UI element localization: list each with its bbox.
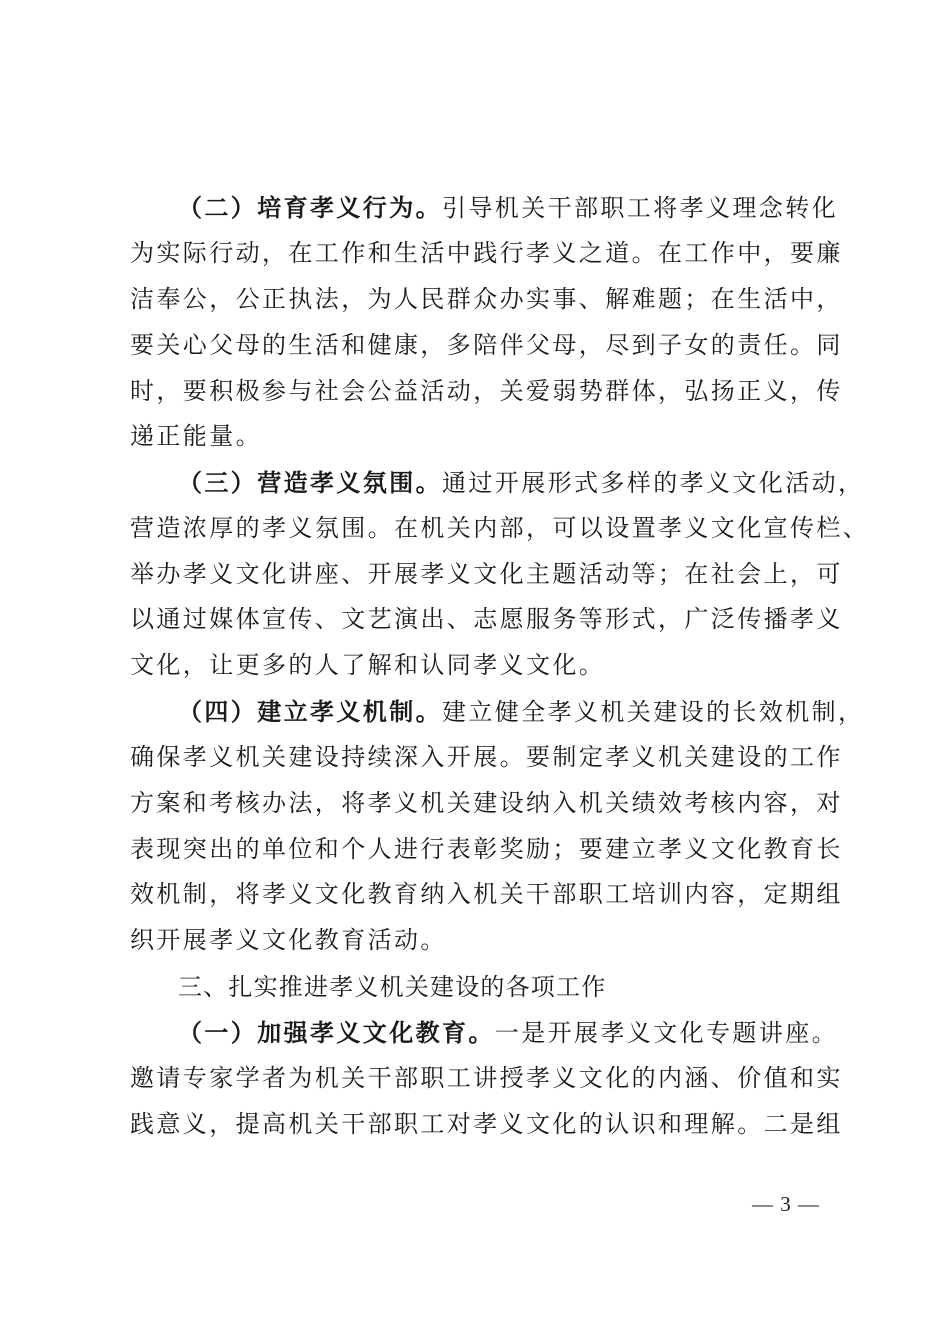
- paragraph-text: 一是开展孝义文化专题讲座。: [494, 1019, 839, 1047]
- paragraph-line: [178, 1018, 839, 1048]
- paragraph-line: 方案和考核办法，将孝义机关建设纳入机关绩效考核内容，对: [130, 789, 843, 817]
- paragraph-lead-heading: （三）营造孝义氛围。: [178, 469, 442, 497]
- paragraph-line: 文化，让更多的人了解和认同孝义文化。: [130, 651, 606, 679]
- paragraph-text: 引导机关干部职工将孝义理念转化: [442, 194, 838, 222]
- paragraph-line: 表现突出的单位和个人进行表彰奖励；要建立孝义文化教育长: [130, 835, 843, 863]
- paragraph-line: [178, 468, 865, 498]
- paragraph-line: [178, 697, 865, 727]
- paragraph-line: 举办孝义文化讲座、开展孝义文化主题活动等；在社会上，可: [130, 560, 843, 588]
- paragraph-line: 确保孝义机关建设持续深入开展。要制定孝义机关建设的工作: [130, 743, 843, 771]
- paragraph-line: 织开展孝义文化教育活动。: [130, 926, 447, 954]
- paragraph-lead-heading: （二）培育孝义行为。: [178, 194, 442, 222]
- paragraph-line: 营造浓厚的孝义氛围。在机关内部，可以设置孝义文化宣传栏、: [130, 514, 870, 542]
- section-heading: 三、扎实推进孝义机关建设的各项工作: [178, 973, 607, 1001]
- paragraph-line: 效机制，将孝义文化教育纳入机关干部职工培训内容，定期组: [130, 880, 843, 908]
- paragraph-text: 建立健全孝义机关建设的长效机制，: [442, 698, 865, 726]
- paragraph-line: 邀请专家学者为机关干部职工讲授孝义文化的内涵、价值和实: [130, 1064, 843, 1092]
- paragraph-line: [178, 193, 838, 223]
- paragraph-lead-heading: （四）建立孝义机制。: [178, 698, 442, 726]
- paragraph-line: 以通过媒体宣传、文艺演出、志愿服务等形式，广泛传播孝义: [130, 605, 843, 633]
- paragraph-line: 践意义，提高机关干部职工对孝义文化的认识和理解。二是组: [130, 1110, 843, 1138]
- paragraph-line: 洁奉公，公正执法，为人民群众办实事、解难题；在生活中，: [130, 285, 843, 313]
- paragraph-line: 时，要积极参与社会公益活动，关爱弱势群体，弘扬正义，传: [130, 377, 843, 405]
- page-number: — 3 —: [752, 1192, 820, 1216]
- paragraph-line: 为实际行动，在工作和生活中践行孝义之道。在工作中，要廉: [130, 239, 843, 267]
- paragraph-line: 递正能量。: [130, 422, 262, 450]
- paragraph-lead-heading: （一）加强孝义文化教育。: [178, 1019, 495, 1047]
- paragraph-line: 要关心父母的生活和健康，多陪伴父母，尽到子女的责任。同: [130, 331, 843, 359]
- paragraph-text: 通过开展形式多样的孝义文化活动，: [442, 469, 865, 497]
